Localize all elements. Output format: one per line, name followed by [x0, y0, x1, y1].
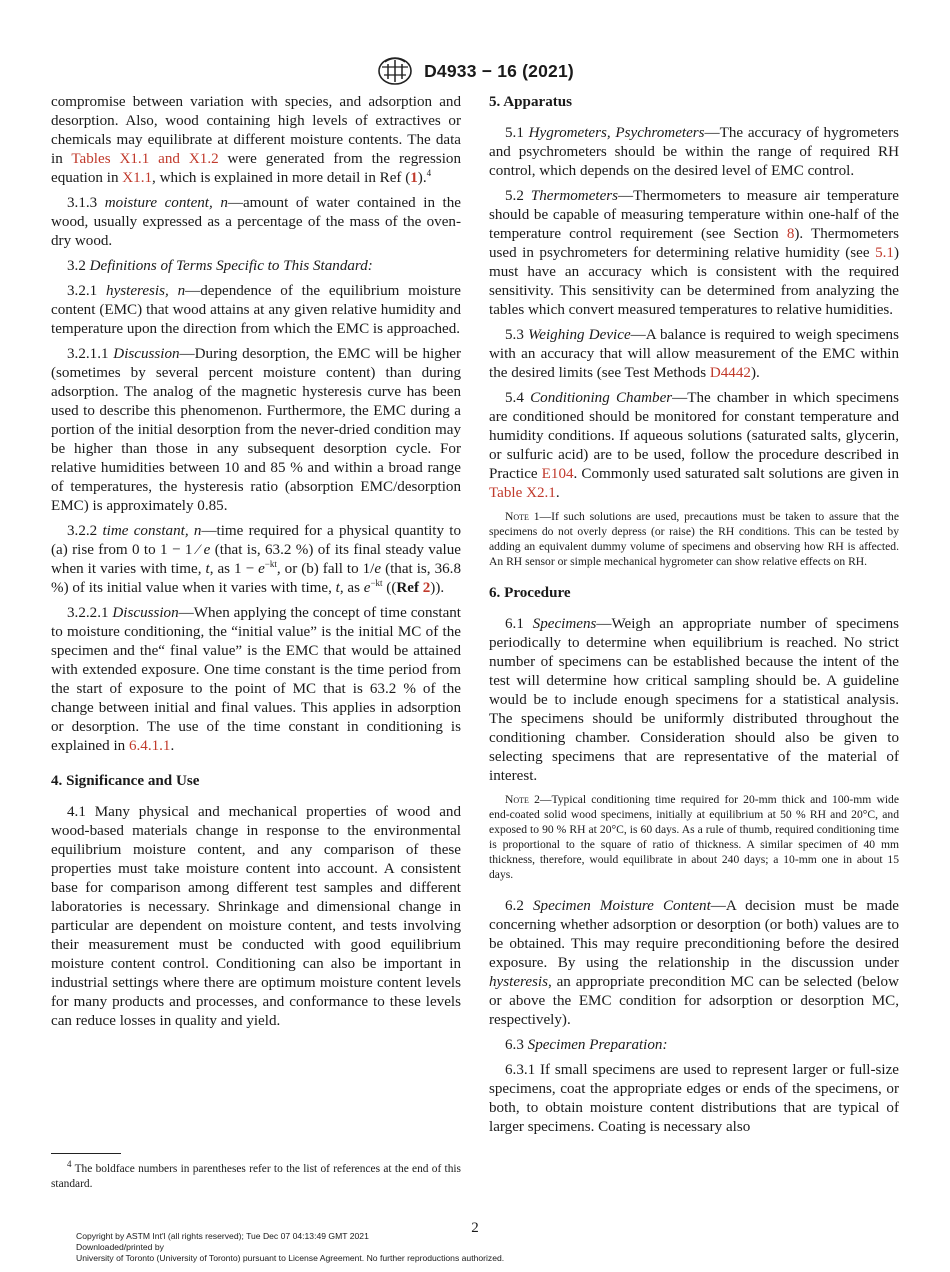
section-heading-6: 6. Procedure: [489, 585, 571, 601]
link-table-x2-1[interactable]: Table X2.1: [489, 485, 556, 501]
note-1: Note 1—If such solutions are used, precautions must be taken to assure that the specimens do not overly depress (or raise) the RH conditions. This can be tested by adding an equivalent dummy volume of specimens and observing how RH is affected. An RH sensor or simple mechanical hygrometer can show relative effects on RH.: [489, 510, 900, 568]
paragraph-3-2-1: 3.2.1 hysteresis, n—dependence of the equilibrium moisture content (EMC) that wood attains at any given relative humidity and temperature upon the direction from which the EMC is approached.: [51, 283, 461, 337]
paragraph-5-4: 5.4 Conditioning Chamber—The chamber in which specimens are conditioned should be monitored for constant temperature and humidity conditions. If aqueous solutions (saturated salts, glycerin, or sulfuric acid) are to be used, follow the procedure described in Practice E104. Commonly used saturated salt solutions are given in Table X2.1.: [489, 390, 899, 501]
link-d4442[interactable]: D4442: [709, 365, 751, 381]
paragraph-6-2: 6.2 Specimen Moisture Content—A decision must be made concerning whether adsorption or desorption (or both) values are to be obtained. This may require preconditioning before the desired exposure. By using the relationship in the discussion under hysteresis, an appropriate precondition MC can be selected (below or above the EMC condition for adsorption or desorption MC, respectively).: [489, 898, 900, 1028]
paragraph-3-2-2: 3.2.2 time constant, n—time required for a physical quantity to (a) rise from 0 to 1 − 1 ⁄ e (that is, 63.2 %) of its final steady value when it varies with time, t, as $1 - e^{-kt}$, or (b) fall to 1/e (that is, 36.8 %) of its initial value when it varies with time, t, as $e^{-kt}$ ((Ref 2)).: [51, 523, 461, 596]
standard-designation: D4933 − 16 (2021): [424, 60, 574, 81]
right-column: [489, 93, 899, 1143]
astm-logo-icon: [376, 56, 414, 86]
paragraph-5-3: 5.3 Weighing Device—A balance is required to weigh specimens with an accuracy that will allow measurement of the EMC within the desired limits (see Test Methods D4442).: [489, 327, 899, 381]
note-2: Note 2—Typical conditioning time required for 20-mm thick and 100-mm wide end-coated solid wood specimens, initially at equilibrium at 50 % RH and 20°C, and exposed to 90 % RH at 20°C, is 60 days. As a rule of thumb, required conditioning time is proportional to the square of ratio of thickness. A similar specimen of 40 mm thickness, therefore, would equilibrate in about 240 days; a 10-mm one in about 15 days.: [489, 793, 899, 881]
link-x1-1[interactable]: X1.1: [122, 170, 153, 186]
left-column: [51, 93, 461, 1037]
paragraph-3-2-2-1: 3.2.2.1 Discussion—When applying the concept of time constant to moisture conditioning, the “initial value” is the initial MC of the specimen and the“ final value” is the EMC that would be attained with extended exposure. One time constant is the time period from the start of exposure to the point of MC that is 63.2 % of the change between initial and final values. This applies in adsorption or desorption. The use of the time constant in conditioning is explained in 6.4.1.1.: [51, 605, 462, 754]
footnote-mark: 4: [426, 167, 432, 178]
paragraph-3-1-3: 3.1.3 moisture content, n—amount of water contained in the wood, usually expressed as a percentage of the mass of the oven-dry wood.: [51, 195, 461, 249]
paragraph-3-2: 3.2 Definitions of Terms Specific to This Standard:: [67, 258, 373, 274]
link-tables-x1[interactable]: Tables X1.1 and X1.2: [71, 151, 219, 167]
paragraph-4-1: 4.1 Many physical and mechanical properties of wood and wood-based materials change in response to the environmental equilibrium moisture content, and any comparison of these properties must take moisture content into account. A consistent base for comparison among different test samples and different laboratories is necessary. Shrinkage and dimensional change in particular are dependent on moisture content, and tests involving their measurement must be conducted with good equilibrium moisture content control. Conditioning can also be important in industrial settings where there are optimum moisture content levels for many products and processes, and conformance to these levels can reduce losses in quality and yield.: [51, 804, 461, 1029]
section-heading-5: 5. Apparatus: [489, 94, 573, 110]
footnote-divider: [51, 1153, 121, 1154]
paragraph-6-3: 6.3 Specimen Preparation:: [505, 1037, 668, 1053]
page-number: 2: [471, 1220, 479, 1236]
paragraph-5-2: 5.2 Thermometers—Thermometers to measure air temperature should be capable of measuring temperature within one-half of the temperature control requirement (see Section 8). Thermometers used in psychrometers for determining relative humidity (see 5.1) must have an accuracy which is consistent with the required sensitivity. This sensitivity can be determined from analyzing the tables which convert measured temperatures to relative humidities.: [489, 188, 899, 318]
paragraph-6-3-1: 6.3.1 If small specimens are used to represent larger or full-size specimens, coat the appropriate edges or ends of the specimens, or both, to obtain moisture content distributions that are typical of larger specimens. Coating is necessary also: [489, 1062, 899, 1135]
link-section-8[interactable]: 8: [786, 226, 795, 242]
section-heading-4: 4. Significance and Use: [51, 773, 200, 789]
paragraph-3-1-2-continued: compromise between variation with species, and adsorption and desorption. Also, wood containing high levels of extractives or chemicals may equilibrate at different moisture contents. The data in Tables X1.1 and X1.2 were generated from the regression equation in X1.1, which is explained in more detail in Ref (1).$^4$: [51, 94, 461, 186]
link-6-4-1-1[interactable]: 6.4.1.1: [128, 738, 171, 754]
paragraph-5-1: 5.1 Hygrometers, Psychrometers—The accuracy of hygrometers and psychrometers should be within the range of required RH control, which depends on the desired level of EMC control.: [489, 125, 899, 179]
link-5-1[interactable]: 5.1: [875, 245, 894, 261]
paragraph-6-1: 6.1 Specimens—Weigh an appropriate number of specimens periodically to determine when equilibrium is reached. No strict number of specimens can be established because the intent of the test will determine how critical sampling should be. A guideline would be to include enough specimens for a statistical analysis. The specimens should be uniformly distributed throughout the conditioning chamber. Consideration should also be given to selecting specimens that are representative of the material of interest.: [489, 616, 900, 784]
link-ref-2[interactable]: 2: [422, 580, 431, 596]
paragraph-3-2-1-1: 3.2.1.1 Discussion—During desorption, the EMC will be higher (sometimes by several percent moisture content) than during adsorption. The analog of the magnetic hysteresis curve has been used to describe this phenomenon. Furthermore, the EMC during a portion of the initial desorption from the never-dried condition may be higher than those in any subsequent desorption cycle. For relative humidities between 10 and 85 % and within a broad range of temperatures, the hysteresis ratio (absorption EMC/desorption EMC) is approximately 0.85.: [51, 346, 461, 514]
page-header: [0, 56, 950, 86]
copyright-notice: Copyright by ASTM Int'l (all rights reserved); Tue Dec 07 04:13:49 GMT 2021 Downloaded/printed by University of Toronto (University of Toronto) pursuant to License Agreement. No further reproductions authorized.: [76, 1231, 505, 1263]
footnote-4: $^4$ The boldface numbers in parentheses refer to the list of references at the end of this standard.: [51, 1159, 461, 1190]
link-ref-1[interactable]: 1: [410, 170, 418, 186]
link-e104[interactable]: E104: [541, 466, 574, 482]
